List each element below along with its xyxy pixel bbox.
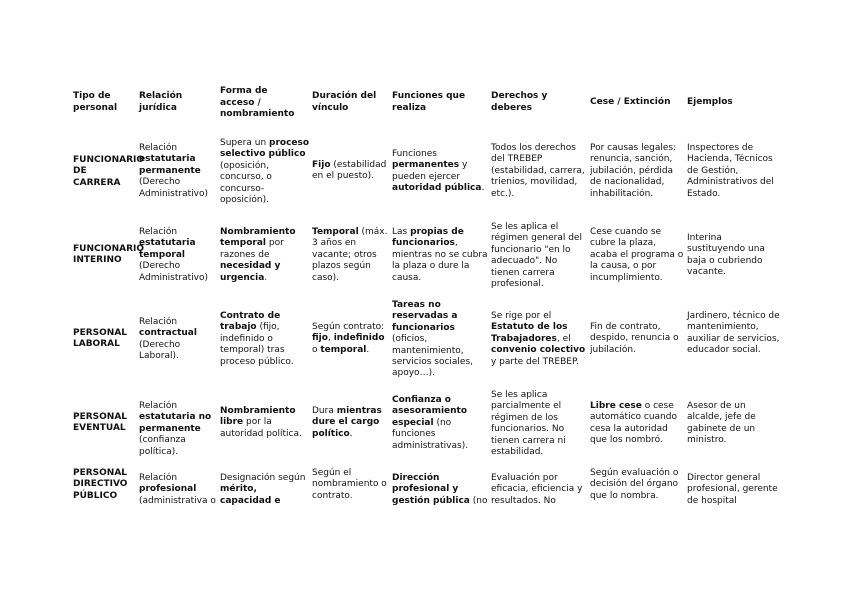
row-access: Designación según mérito, capacidad e xyxy=(220,473,306,506)
row-type: FUNCIONARIO INTERINO xyxy=(73,244,145,266)
row-duration: Según contrato: fijo, indefinido o temporal. xyxy=(312,322,385,355)
row-type: PERSONAL DIRECTIVO PÚBLICO xyxy=(73,468,128,501)
row-access: Nombramiento temporal por razones de necesidad y urgencia. xyxy=(220,227,296,283)
row-cease: Por causas legales: renuncia, sanción, jubilación, pérdida de nacionalidad, inhabilitación. xyxy=(590,143,677,199)
header-duracion-vinculo: Duración del vínculo xyxy=(312,91,377,113)
row-cease: Según evaluación o decisión del órgano que lo nombra. xyxy=(590,468,679,501)
row-access: Supera un proceso selectivo público (oposición, concurso, o concurso-oposición). xyxy=(220,138,310,206)
row-type: PERSONAL LABORAL xyxy=(73,328,128,350)
header-relacion-juridica: Relación jurídica xyxy=(139,91,183,113)
row-rights: Se rige por el Estatuto de los Trabajadores, el convenio colectivo y parte del TREBEP. xyxy=(491,311,586,367)
row-duration: Dura mientras dure el cargo político. xyxy=(312,406,382,439)
row-rights: Se les aplica parcialmente el régimen de los funcionarios. No tienen carrera ni estabilidad. xyxy=(491,390,566,458)
header-funciones: Funciones que realiza xyxy=(392,91,466,113)
row-relation: Relación estatutaria permanente (Derecho Administrativo) xyxy=(139,143,208,199)
row-examples: Inspectores de Hacienda, Técnicos de Gestión, Administrativos del Estado. xyxy=(687,143,774,199)
row-type: FUNCIONARIO DE CARRERA xyxy=(73,155,145,188)
row-rights: Se les aplica el régimen general del funcionario "en lo adecuado". No tienen carrera profesional. xyxy=(491,222,582,290)
row-cease: Cese cuando se cubre la plaza, acaba el programa o la causa, o por incumplimiento. xyxy=(590,227,684,283)
header-ejemplos: Ejemplos xyxy=(687,97,733,107)
row-duration: Según el nombramiento o contrato. xyxy=(312,468,387,501)
row-duration: Temporal (máx. 3 años en vacante; otros plazos según caso). xyxy=(312,227,388,283)
row-relation: Relación estatutaria temporal (Derecho Administrativo) xyxy=(139,227,208,283)
row-type: PERSONAL EVENTUAL xyxy=(73,412,128,434)
row-access: Contrato de trabajo (fijo, indefinido o temporal) tras proceso público. xyxy=(220,311,294,367)
row-functions: Tareas no reservadas a funcionarios (oficios, mantenimiento, servicios sociales, apoyo…). xyxy=(392,300,474,379)
row-examples: Jardinero, técnico de mantenimiento, auxiliar de servicios, educador social. xyxy=(687,311,780,356)
row-examples: Asesor de un alcalde, jefe de gabinete de un ministro. xyxy=(687,401,756,446)
row-functions: Las propias de funcionarios, mientras no se cubra la plaza o dure la causa. xyxy=(392,227,488,283)
row-rights: Evaluación por eficacia, eficiencia y resultados. No xyxy=(491,473,583,506)
header-forma-acceso: Forma de acceso / nombramiento xyxy=(220,86,295,119)
row-cease: Fin de contrato, despido, renuncia o jubilación. xyxy=(590,322,679,355)
row-examples: Director general profesional, gerente de hospital xyxy=(687,473,778,506)
row-relation: Relación profesional (administrativa o xyxy=(139,473,216,506)
row-functions: Funciones permanentes y pueden ejercer autoridad pública. xyxy=(392,149,485,194)
header-tipo-personal: Tipo de personal xyxy=(73,91,118,113)
row-duration: Fijo (estabilidad en el puesto). xyxy=(312,160,387,182)
row-cease: Libre cese o cese automático cuando cesa la autoridad que los nombró. xyxy=(590,401,677,446)
row-functions: Confianza o asesoramiento especial (no funciones administrativas). xyxy=(392,395,469,451)
header-derechos-deberes: Derechos y deberes xyxy=(491,91,548,113)
row-access: Nombramiento libre por la autoridad política. xyxy=(220,406,302,439)
row-examples: Interina sustituyendo una baja o cubriendo vacante. xyxy=(687,233,765,278)
row-rights: Todos los derechos del TREBEP (estabilidad, carrera, trienios, movilidad, etc.). xyxy=(491,143,585,199)
row-relation: Relación contractual (Derecho Laboral). xyxy=(139,317,197,362)
row-functions: Dirección profesional y gestión pública (no xyxy=(392,473,488,506)
header-cese-extincion: Cese / Extinción xyxy=(590,97,671,107)
row-relation: Relación estatutaria no permanente (confianza política). xyxy=(139,401,212,457)
